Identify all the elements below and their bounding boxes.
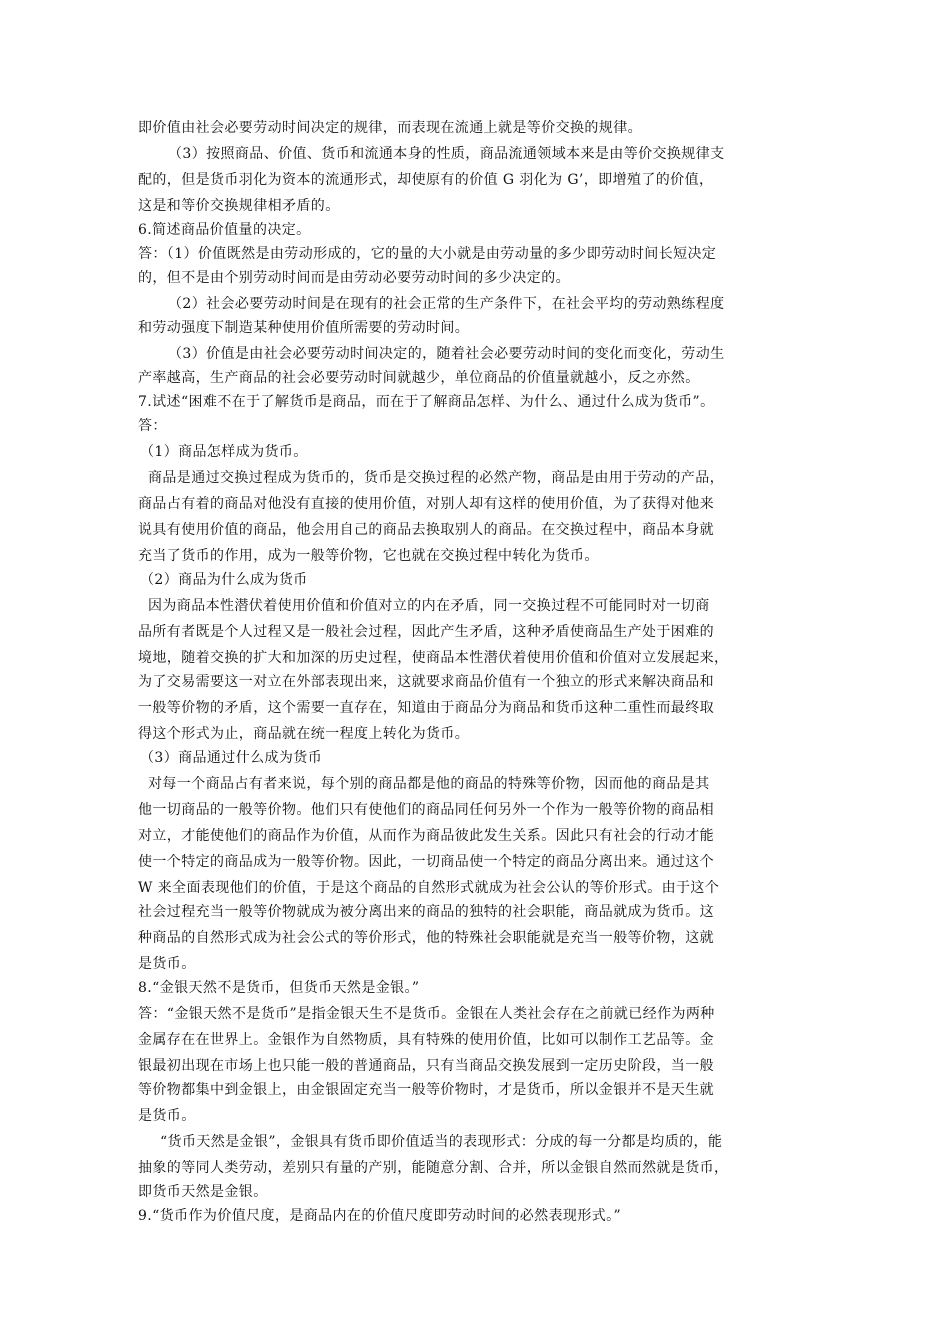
text-line: 商品占有着的商品对他没有直接的使用价值，对别人却有这样的使用价值，为了获得对他来	[138, 496, 714, 512]
text-line: （3）价值是由社会必要劳动时间决定的，随着社会必要劳动时间的变化而变化，劳动生	[168, 346, 725, 362]
text-line: 和劳动强度下制造某种使用价值所需要的劳动时间。	[138, 320, 470, 336]
text-line: （3）按照商品、价值、货币和流通本身的性质，商品流通领域本来是由等价交换规律支	[168, 146, 725, 162]
text-line: 对每一个商品占有者来说，每个别的商品都是他的商品的特殊等价物，因而他的商品是其	[148, 776, 710, 792]
text-line: 银最初出现在市场上也只能一般的普通商品，只有当商品交换发展到一定历史阶段，当一般	[138, 1058, 714, 1074]
text-line: 配的，但是货币羽化为资本的流通形式，却使原有的价值 G 羽化为 G’，即增殖了的价值，	[138, 172, 714, 188]
text-line: 对立，才能使他们的商品作为价值，从而作为商品彼此发生关系。因此只有社会的行动才能	[138, 828, 714, 844]
text-line: 是货币。	[138, 956, 196, 972]
text-line: 是货币。	[138, 1108, 196, 1124]
text-line: 得这个形式为止，商品就在统一程度上转化为货币。	[138, 726, 470, 742]
text-line: “货币天然是金银”，金银具有货币即价值适当的表现形式：分成的每一分都是均质的，能	[160, 1134, 723, 1150]
question-heading: 6.简述商品价值量的决定。	[138, 222, 311, 238]
section-heading: （2）商品为什么成为货币	[140, 572, 308, 588]
text-line: 一般等价物的矛盾，这个需要一直存在，知道由于商品分为商品和货币这种二重性而最终取	[138, 700, 714, 716]
text-line: 品所有者既是个人过程又是一般社会过程，因此产生矛盾，这种矛盾使商品生产处于困难的	[138, 624, 714, 640]
text-line: 种商品的自然形式成为社会公式的等价形式，他的特殊社会职能就是充当一般等价物，这就	[138, 930, 714, 946]
text-line: 充当了货币的作用，成为一般等价物，它也就在交换过程中转化为货币。	[138, 548, 599, 564]
question-heading: 9.“货币作为价值尺度，是商品内在的价值尺度即劳动时间的必然表现形式。”	[138, 1208, 622, 1224]
question-heading: 8.“金银天然不是货币，但货币天然是金银。”	[138, 980, 420, 996]
text-line: 答：“金银天然不是货币”是指金银天生不是货币。金银在人类社会存在之前就已经作为两种	[138, 1006, 715, 1022]
text-line: 抽象的等同人类劳动，差别只有量的产别，能随意分割、合并，所以金银自然而然就是货币，	[138, 1160, 729, 1176]
text-line: 即价值由社会必要劳动时间决定的规律，而表现在流通上就是等价交换的规律。	[138, 120, 642, 136]
text-line: 产率越高，生产商品的社会必要劳动时间就越少，单位商品的价值量就越小，反之亦然。	[138, 370, 700, 386]
text-line: 因为商品本性潜伏着使用价值和价值对立的内在矛盾，同一交换过程不可能同时对一切商	[148, 598, 710, 614]
text-line: （2）社会必要劳动时间是在现有的社会正常的生产条件下，在社会平均的劳动熟练程度	[168, 296, 725, 312]
text-line: 社会过程充当一般等价物就成为被分离出来的商品的独特的社会职能，商品就成为货币。这	[138, 904, 714, 920]
text-line: 说具有使用价值的商品，他会用自己的商品去换取别人的商品。在交换过程中，商品本身就	[138, 522, 714, 538]
text-line: 等价物都集中到金银上，由金银固定充当一般等价物时，才是货币，所以金银并不是天生就	[138, 1082, 714, 1098]
section-heading: （3）商品通过什么成为货币	[140, 750, 323, 766]
text-line: 使一个特定的商品成为一般等价物。因此，一切商品使一个特定的商品分离出来。通过这个	[138, 854, 714, 870]
section-heading: （1）商品怎样成为货币。	[140, 444, 308, 460]
text-line: W 来全面表现他们的价值，于是这个商品的自然形式就成为社会公认的等价形式。由于这个	[138, 880, 720, 896]
text-line: 金属存在在世界上。金银作为自然物质，具有特殊的使用价值，比如可以制作工艺品等。金	[138, 1032, 714, 1048]
text-line: 他一切商品的一般等价物。他们只有使他们的商品同任何另外一个作为一般等价物的商品相	[138, 802, 714, 818]
text-line: 即货币天然是金银。	[138, 1184, 268, 1200]
text-line: 的，但不是由个别劳动时间而是由劳动必要劳动时间的多少决定的。	[138, 270, 570, 286]
text-line: 商品是通过交换过程成为货币的，货币是交换过程的必然产物，商品是由用于劳动的产品，	[148, 470, 724, 486]
text-line: 为了交易需要这一对立在外部表现出来，这就要求商品价值有一个独立的形式来解决商品和	[138, 674, 714, 690]
text-line: 境地，随着交换的扩大和加深的历史过程，使商品本性潜伏着使用价值和价值对立发展起来，	[138, 650, 729, 666]
text-line: 答：（1）价值既然是由劳动形成的，它的量的大小就是由劳动量的多少即劳动时间长短决定	[138, 246, 717, 262]
text-line: 这是和等价交换规律相矛盾的。	[138, 198, 340, 214]
question-heading: 7.试述“困难不在于了解货币是商品，而在于了解商品怎样、为什么、通过什么成为货币”。	[138, 394, 715, 410]
text-line: 答：	[138, 418, 167, 434]
